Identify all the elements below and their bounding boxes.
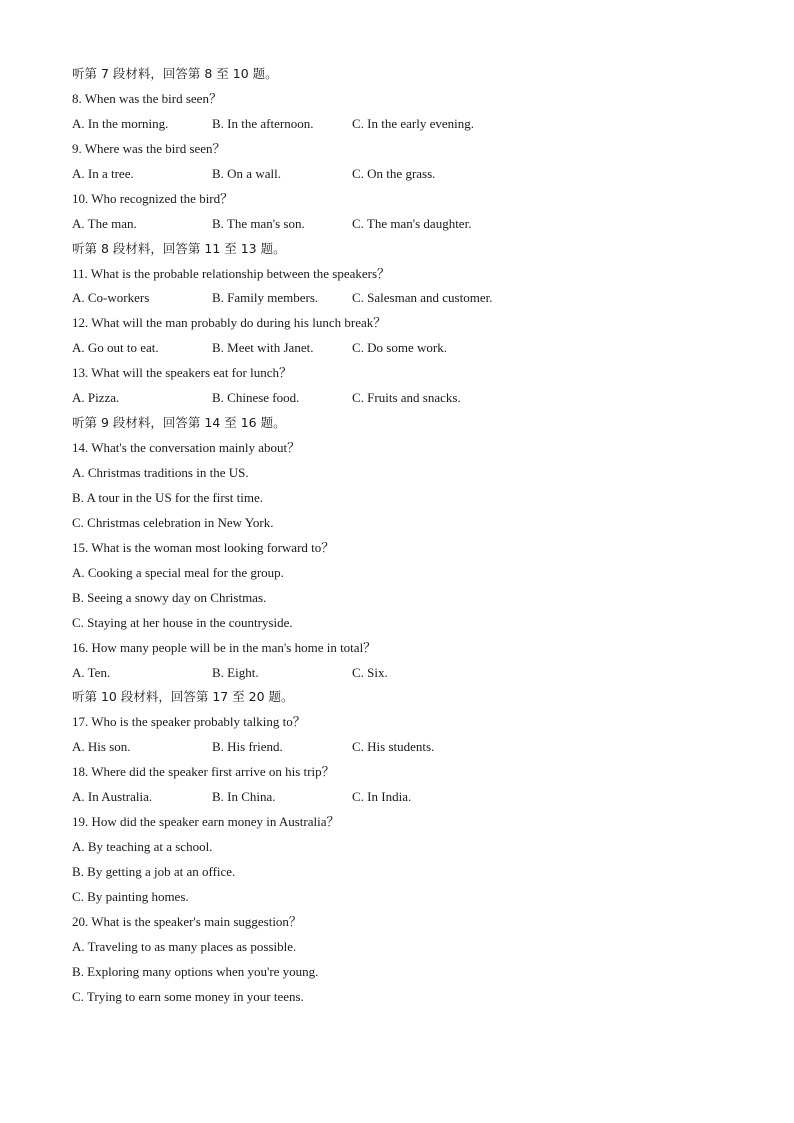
answer-option-a: A. Christmas traditions in the US. [72,465,249,480]
question-text: 19. How did the speaker earn money in Australia？ [72,814,340,830]
listening-questions [72,62,732,1010]
answer-option-b: B. On a wall. [212,165,281,181]
answer-option-b: B. A tour in the US for the first time. [72,489,264,505]
answer-option-b: B. In the afternoon. [212,115,314,131]
answer-option-a: A. Ten. [72,664,111,680]
question-text: 14. What's the conversation mainly about？ [72,440,301,456]
answer-option-b: B. By getting a job at an office. [72,864,236,879]
section-heading: 听第 8 段材料，回答第 11 至 13 题。 [72,240,286,256]
answer-option-a: A. Cooking a special meal for the group. [72,564,284,580]
answer-option-c: C. In India. [352,789,412,805]
answer-option-c: C. On the grass. [352,165,436,181]
answer-option-b: B. Eight. [212,664,259,680]
answer-option-a: A. His son. [72,739,131,755]
section-heading: 听第 10 段材料，回答第 17 至 20 题。 [72,689,294,705]
answer-option-c: C. Salesman and customer. [352,290,493,306]
question-text: 17. Who is the speaker probably talking to？ [72,714,306,730]
options-row [72,386,732,411]
answer-option-a: A. Traveling to as many places as possible. [72,938,297,954]
options-row [72,785,732,810]
answer-option-c: C. Fruits and snacks. [352,390,461,406]
answer-option-a: A. By teaching at a school. [72,839,213,855]
options-row [72,336,732,361]
options-row [72,286,732,311]
question-text: 13. What will the speakers eat for lunch？ [72,365,292,381]
question-text: 12. What will the man probably do during his lunch break？ [72,315,387,331]
answer-option-b: B. Family members. [212,290,319,306]
answer-option-c: C. Six. [352,664,388,680]
question-text: 10. Who recognized the bird？ [72,190,234,206]
question-text: 11. What is the probable relationship between the speakers？ [72,265,391,281]
answer-option-c: C. Do some work. [352,340,447,356]
answer-option-a: A. In a tree. [72,165,134,181]
section-heading: 听第 9 段材料，回答第 14 至 16 题。 [72,415,286,431]
answer-option-a: A. Pizza. [72,390,120,406]
answer-option-b: B. Meet with Janet. [212,340,314,356]
answer-option-a: A. Co-workers [72,290,150,306]
answer-option-b: B. Chinese food. [212,390,300,406]
options-row [72,735,732,760]
answer-option-b: B. Exploring many options when you're young. [72,963,319,979]
answer-option-a: A. In Australia. [72,789,153,805]
answer-option-b: B. Seeing a snowy day on Christmas. [72,589,267,605]
answer-option-c: C. Staying at her house in the countryside. [72,614,293,630]
question-text: 18. Where did the speaker first arrive on his trip？ [72,764,335,780]
answer-option-b: B. In China. [212,789,276,805]
section-heading: 听第 7 段材料，回答第 8 至 10 题。 [72,66,278,81]
answer-option-c: C. His students. [352,739,435,755]
answer-option-c: C. In the early evening. [352,115,475,131]
answer-option-c: C. Christmas celebration in New York. [72,514,274,530]
question-text: 20. What is the speaker's main suggestion？ [72,913,302,929]
options-row [72,661,732,686]
options-row [72,112,732,137]
question-text: 9. Where was the bird seen？ [72,140,226,156]
options-row [72,212,732,237]
options-row [72,162,732,187]
question-text: 8. When was the bird seen？ [72,90,222,106]
answer-option-c: C. By painting homes. [72,888,189,904]
answer-option-b: B. The man's son. [212,215,305,231]
answer-option-c: C. The man's daughter. [352,215,472,231]
question-text: 15. What is the woman most looking forward to？ [72,539,335,555]
answer-option-a: A. In the morning. [72,115,169,131]
answer-option-a: A. Go out to eat. [72,340,159,356]
answer-option-c: C. Trying to earn some money in your teens. [72,988,304,1004]
answer-option-a: A. The man. [72,215,137,231]
question-text: 16. How many people will be in the man's home in total？ [72,639,377,655]
answer-option-b: B. His friend. [212,739,283,755]
